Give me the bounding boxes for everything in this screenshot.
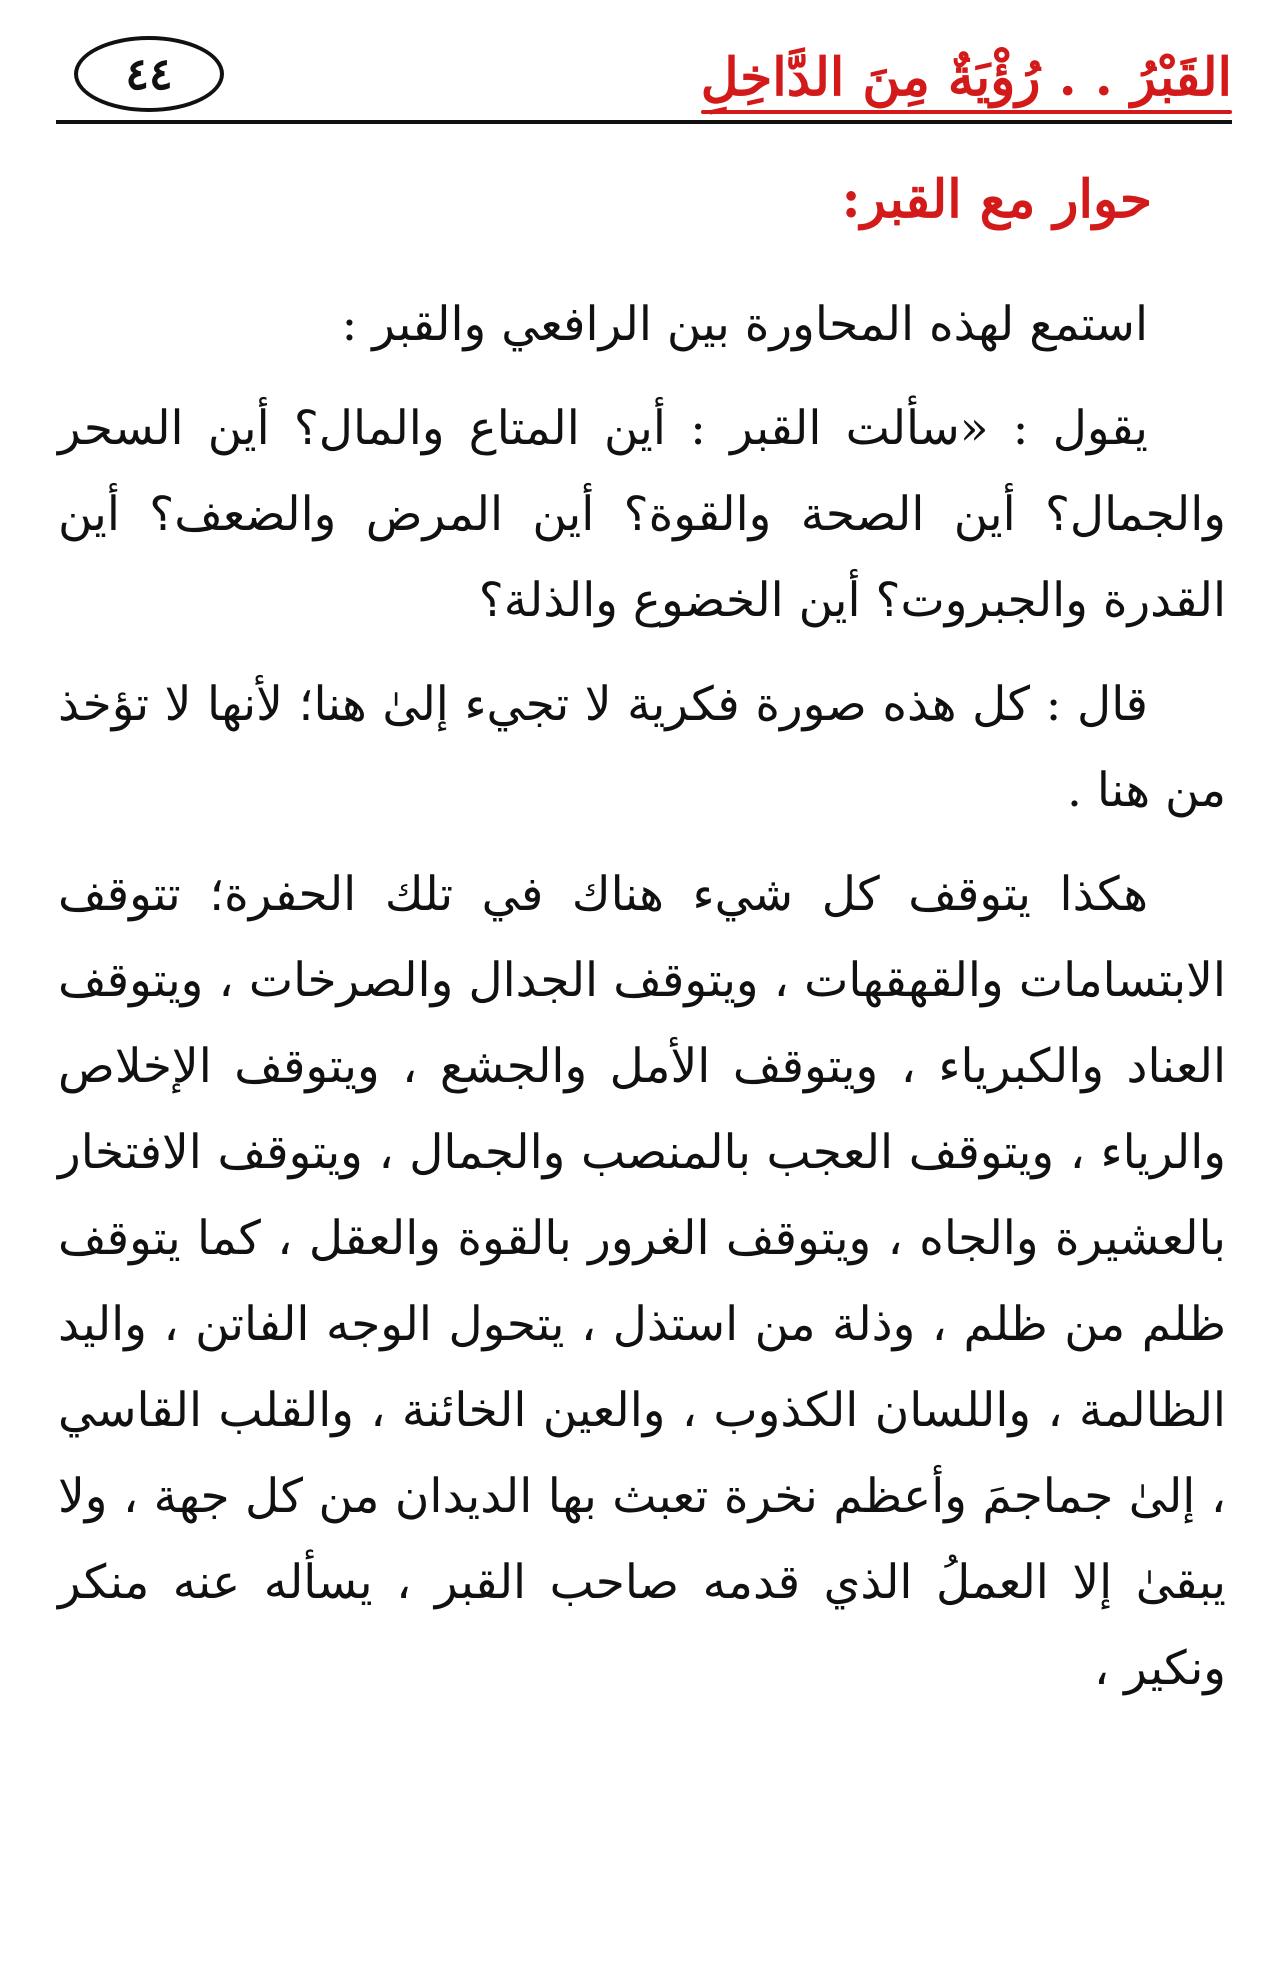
paragraph-intro: استمع لهذه المحاورة بين الرافعي والقبر : <box>341 297 1148 352</box>
page-header <box>56 28 1232 126</box>
body-text <box>58 282 1226 1730</box>
running-title-underline <box>701 110 1232 114</box>
paragraph-reflection: هكذا يتوقف كل شيء هناك في تلك الحفرة؛ تتوقف الابتسامات والقهقهات ، ويتوقف الجدال والصرخات ، ويتوقف العناد والكبرياء ، ويتوقف الأمل والجشع ، ويتوقف الإخلاص والرياء ، ويتوقف العجب بالمنصب والجمال ، ويتوقف الافتخار بالعشيرة والجاه ، ويتوقف الغرور بالقوة والعقل ، كما يتوقف ظلم من ظلم ، وذلة من استذل ، يتحول الوجه الفاتن ، واليد الظالمة ، واللسان الكذوب ، والعين الخائنة ، والقلب القاسي ، إلىٰ جماجمَ وأعظم نخرة تعبث بها الديدان من كل جهة ، ولا يبقىٰ إلا العملُ الذي قدمه صاحب القبر ، يسأله عنه منكر ونكير ، <box>58 867 1226 1696</box>
running-title <box>701 38 1232 118</box>
page-number-text: ٤٤ <box>125 48 173 100</box>
page-number <box>74 36 224 112</box>
section-heading: حوار مع القبر: <box>841 169 1152 230</box>
paragraph-answer: قال : كل هذه صورة فكرية لا تجيء إلىٰ هنا؛ لأنها لا تؤخذ من هنا . <box>58 677 1226 818</box>
paragraph-question: يقول : «سألت القبر : أين المتاع والمال؟ أين السحر والجمال؟ أين الصحة والقوة؟ أين المرض والضعف؟ أين القدرة والجبروت؟ أين الخضوع والذلة؟ <box>58 401 1226 628</box>
header-divider <box>56 120 1232 124</box>
running-title-text: القَبْرُ . . رُؤْيَةٌ مِنَ الدَّاخِلِ <box>700 47 1232 108</box>
